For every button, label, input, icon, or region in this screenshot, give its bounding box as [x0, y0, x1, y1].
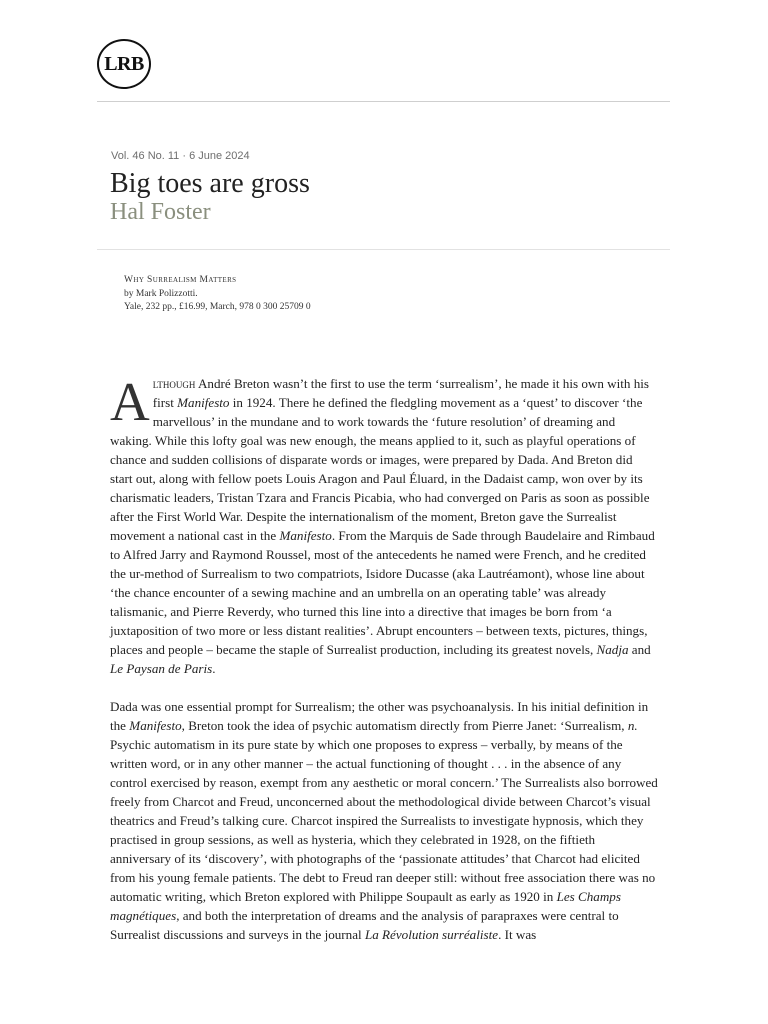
text: . From the Marquis de Sade through Baudelaire and Rimbaud to Alfred Jarry and Raymond Roussel, most of the antecedents he named were French, and he credited the ur-method of Surrealism to two compatriots, Isidore Ducasse (aka Lautréamont), whose line about ‘the chance encounter of a sewing machine and an umbrella on an operating table’ was already talismanic, and Pierre Reverdy, who turned this line into a directive that images be born from ‘a juxtaposition of two more or less distant realities’. Abrupt encounters – between texts, pictures, things, places and people – became the staple of Surrealist production, including its greatest novels,	[110, 528, 655, 657]
header-divider	[97, 101, 670, 102]
italic-title: Nadja	[596, 642, 629, 657]
paragraph-1	[110, 371, 658, 678]
book-details: Yale, 232 pp., £16.99, March, 978 0 300 25709 0	[124, 302, 311, 312]
article-body	[110, 371, 658, 963]
text: Dada was one essential prompt for Surrealism; the other was psychoanalysis. In his initial definition in the	[110, 699, 649, 733]
logo-text: LRB	[104, 52, 144, 75]
text: , Breton took the idea of psychic automatism directly from Pierre Janet: ‘Surrealism,	[181, 718, 628, 733]
book-info	[124, 274, 311, 315]
lrb-logo[interactable]	[97, 39, 151, 89]
text: .	[212, 661, 216, 676]
text: and	[628, 642, 651, 657]
text: in 1924. There he defined the fledgling movement as a ‘quest’ to discover ‘the marvellous’ in the mundane and to work towards the ‘future resolution’ of dreaming and waking. While this lofty goal was new enough, the means applied to it, such as playful operations of chance and sudden collisions of disparate words or images, were prepared by Dada. And Breton did start out, along with fellow poets Louis Aragon and Paul Éluard, in the Dadaist camp, won over by its charismatic leaders, Tristan Tzara and Francis Picabia, who had converged on Paris as soon as possible after the First World War. Despite the internationalism of the moment, Breton gave the Surrealist movement a national cast in the	[110, 395, 650, 543]
article-author[interactable]: Hal Foster	[110, 199, 211, 225]
title-divider	[97, 249, 670, 250]
article-title: Big toes are gross	[110, 168, 310, 199]
lead-in: lthough	[152, 376, 196, 391]
book-byline: by Mark Polizzotti.	[124, 288, 198, 299]
issue-info[interactable]: Vol. 46 No. 11 · 6 June 2024	[111, 150, 250, 162]
italic-term: n.	[627, 718, 638, 733]
book-title[interactable]: Why Surrealism Matters	[124, 275, 237, 285]
italic-title: Manifesto	[129, 718, 182, 733]
text: . It was	[498, 927, 537, 942]
text: Psychic automatism in its pure state by which one proposes to express – verbally, by means of the written word, or in any other manner – the actual functioning of thought . . . in the absence of any control exercised by reason, exempt from any aesthetic or moral concern.’ The Surrealists also borrowed freely from Charcot and Freud, unconcerned about the methodological divide between Charcot’s visual theatrics and Freud’s talking cure. Charcot inspired the Surrealists to investigate hypnosis, which they practised in group sessions, as well as hysteria, which they celebrated in 1928, on the fiftieth anniversary of its ‘discovery’, with photographs of the ‘passionate attitudes’ that Charcot had elicited from his young female patients. The debt to Freud ran deeper still: without free association there was no automatic writing, which Breton explored with Philippe Soupault as early as 1920 in	[110, 737, 658, 904]
italic-title: La Révolution surréaliste	[364, 927, 499, 942]
text: , and both the interpretation of dreams and the analysis of parapraxes were central to Surrealist discussions and surveys in the journal	[110, 908, 619, 942]
paragraph-2	[110, 697, 658, 944]
italic-title: Le Paysan de Paris	[110, 661, 213, 676]
italic-title: Manifesto	[279, 528, 332, 543]
drop-cap: A	[110, 371, 150, 432]
text: André Breton wasn’t the first to use the term ‘surrealism’, he made it his own with his first	[152, 376, 649, 410]
italic-title: Les Champs magnétiques	[110, 889, 621, 923]
italic-title: Manifesto	[177, 395, 230, 410]
